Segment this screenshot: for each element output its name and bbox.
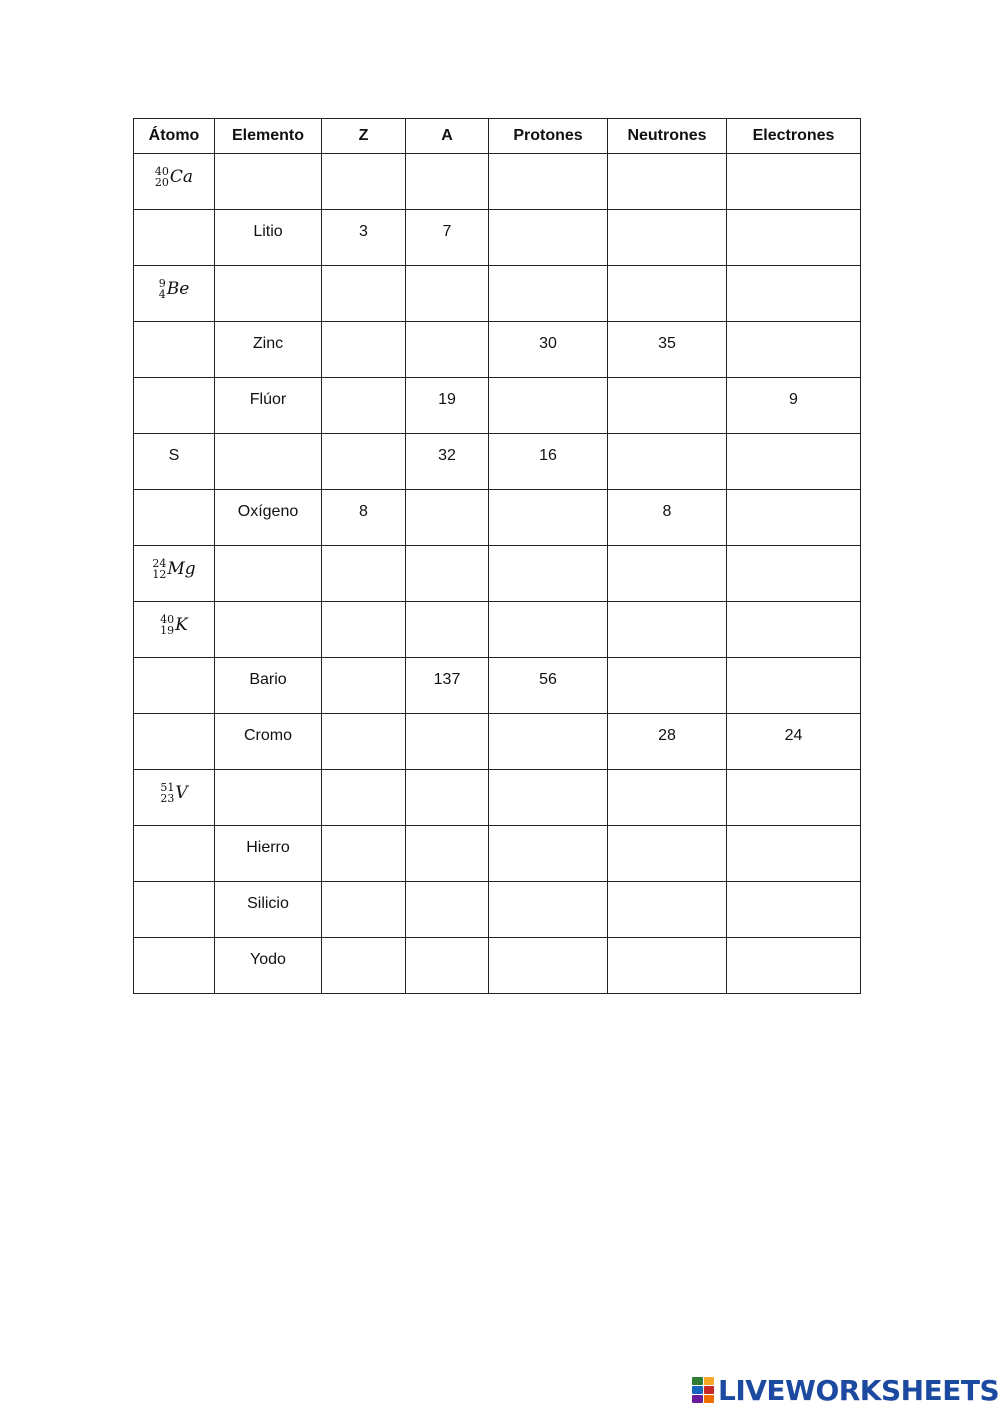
cell-atomo xyxy=(134,154,215,210)
cell-protones xyxy=(489,546,608,602)
cell-neutrones xyxy=(608,546,727,602)
logo-mark-square xyxy=(704,1395,715,1403)
element-symbol: V xyxy=(175,782,188,803)
cell-elemento-value: Silicio xyxy=(247,894,289,912)
cell-atomo xyxy=(134,434,215,490)
cell-protones xyxy=(489,210,608,266)
header-neutrones: Neutrones xyxy=(608,119,727,154)
cell-protones xyxy=(489,266,608,322)
cell-elemento xyxy=(215,602,322,658)
cell-atomo xyxy=(134,602,215,658)
cell-protones-value: 30 xyxy=(539,334,557,352)
cell-neutrones xyxy=(608,378,727,434)
table-row xyxy=(134,154,861,210)
cell-electrones xyxy=(727,266,861,322)
cell-elemento-value: Bario xyxy=(249,670,287,688)
cell-neutrones xyxy=(608,658,727,714)
mass-number: 40 xyxy=(160,612,175,626)
cell-protones xyxy=(489,434,608,490)
cell-z-value: 8 xyxy=(359,502,368,520)
cell-a xyxy=(406,378,489,434)
cell-a xyxy=(406,602,489,658)
cell-atomo xyxy=(134,322,215,378)
mass-number: 24 xyxy=(152,556,167,570)
cell-electrones xyxy=(727,938,861,994)
cell-electrones-value: 9 xyxy=(789,390,798,408)
cell-protones xyxy=(489,714,608,770)
cell-elemento xyxy=(215,434,322,490)
cell-z xyxy=(322,154,406,210)
table-row xyxy=(134,434,861,490)
isotope-notation xyxy=(160,614,188,636)
cell-a xyxy=(406,938,489,994)
cell-protones xyxy=(489,826,608,882)
cell-protones xyxy=(489,378,608,434)
cell-atomo xyxy=(134,938,215,994)
cell-atomo xyxy=(134,210,215,266)
cell-z xyxy=(322,378,406,434)
cell-protones xyxy=(489,490,608,546)
atomic-number: 23 xyxy=(160,791,175,805)
table-row xyxy=(134,714,861,770)
header-z: Z xyxy=(322,119,406,154)
table-row xyxy=(134,266,861,322)
cell-elemento-value: Oxígeno xyxy=(237,502,299,520)
header-row xyxy=(134,119,861,154)
cell-z xyxy=(322,266,406,322)
cell-z xyxy=(322,434,406,490)
cell-protones xyxy=(489,938,608,994)
cell-protones xyxy=(489,658,608,714)
cell-z xyxy=(322,826,406,882)
cell-a-value: 32 xyxy=(438,446,456,464)
cell-neutrones xyxy=(608,882,727,938)
cell-elemento xyxy=(215,546,322,602)
cell-z xyxy=(322,938,406,994)
isotope-notation xyxy=(160,782,187,804)
cell-atomo xyxy=(134,266,215,322)
logo-text: LIVEWORKSHEETS xyxy=(718,1373,1000,1407)
table-row xyxy=(134,210,861,266)
liveworksheets-mark-icon xyxy=(692,1377,714,1403)
cell-protones xyxy=(489,322,608,378)
cell-elemento xyxy=(215,714,322,770)
cell-z xyxy=(322,658,406,714)
cell-elemento xyxy=(215,322,322,378)
cell-elemento xyxy=(215,154,322,210)
header-atomo: Átomo xyxy=(134,119,215,154)
cell-elemento-value: Cromo xyxy=(243,726,292,744)
cell-atomo xyxy=(134,714,215,770)
isotope-worksheet-table xyxy=(133,118,861,994)
cell-neutrones-value: 8 xyxy=(662,502,672,520)
isotope-notation xyxy=(152,558,195,580)
cell-neutrones xyxy=(608,490,727,546)
cell-a xyxy=(406,266,489,322)
cell-neutrones-value: 35 xyxy=(658,334,676,352)
cell-electrones xyxy=(727,378,861,434)
cell-z xyxy=(322,210,406,266)
cell-neutrones xyxy=(608,434,727,490)
cell-electrones xyxy=(727,322,861,378)
cell-elemento-value: Yodo xyxy=(250,950,286,968)
cell-a xyxy=(406,546,489,602)
cell-electrones xyxy=(727,826,861,882)
element-symbol: Be xyxy=(166,278,190,299)
cell-elemento xyxy=(215,770,322,826)
cell-electrones xyxy=(727,434,861,490)
cell-elemento xyxy=(215,490,322,546)
cell-elemento-value: Litio xyxy=(253,222,283,240)
cell-elemento xyxy=(215,826,322,882)
cell-atomo xyxy=(134,770,215,826)
cell-a xyxy=(406,826,489,882)
table-row xyxy=(134,602,861,658)
cell-atomo xyxy=(134,882,215,938)
cell-electrones xyxy=(727,546,861,602)
cell-electrones xyxy=(727,210,861,266)
cell-protones-value: 56 xyxy=(539,670,557,688)
cell-a xyxy=(406,714,489,770)
cell-z xyxy=(322,882,406,938)
atomic-number: 20 xyxy=(154,175,169,189)
cell-elemento xyxy=(215,882,322,938)
cell-a xyxy=(406,210,489,266)
atomic-number: 19 xyxy=(160,623,175,637)
cell-a-value: 137 xyxy=(433,670,461,688)
cell-elemento-value: Hierro xyxy=(246,838,290,856)
table-body xyxy=(134,154,861,994)
cell-neutrones xyxy=(608,714,727,770)
element-symbol: Ca xyxy=(169,166,194,187)
cell-z xyxy=(322,490,406,546)
cell-neutrones xyxy=(608,826,727,882)
logo-mark-square xyxy=(692,1377,703,1385)
cell-a xyxy=(406,322,489,378)
cell-neutrones xyxy=(608,210,727,266)
atomic-number: 12 xyxy=(152,567,167,581)
table-row xyxy=(134,770,861,826)
cell-electrones xyxy=(727,882,861,938)
logo-mark-square xyxy=(704,1377,715,1385)
cell-a xyxy=(406,490,489,546)
cell-z xyxy=(322,770,406,826)
cell-neutrones xyxy=(608,322,727,378)
header-electrones: Electrones xyxy=(727,119,861,154)
cell-protones xyxy=(489,602,608,658)
cell-atomo xyxy=(134,658,215,714)
cell-electrones xyxy=(727,714,861,770)
cell-z-value: 3 xyxy=(359,222,368,240)
table-row xyxy=(134,378,861,434)
cell-atomo xyxy=(134,378,215,434)
logo-mark-square xyxy=(704,1386,715,1394)
cell-electrones xyxy=(727,490,861,546)
table-row xyxy=(134,826,861,882)
element-symbol: Mg xyxy=(167,558,196,579)
cell-a-value: 19 xyxy=(438,390,456,408)
cell-z xyxy=(322,322,406,378)
cell-neutrones xyxy=(608,154,727,210)
header-protones: Protones xyxy=(489,119,608,154)
cell-z xyxy=(322,714,406,770)
isotope-notation xyxy=(155,166,193,188)
cell-atomo xyxy=(134,826,215,882)
logo-mark-square xyxy=(692,1395,703,1403)
cell-a xyxy=(406,770,489,826)
cell-elemento xyxy=(215,938,322,994)
isotope-notation xyxy=(159,278,190,300)
cell-protones-value: 16 xyxy=(539,446,557,464)
cell-protones xyxy=(489,154,608,210)
cell-elemento-value: Flúor xyxy=(249,390,287,408)
cell-neutrones xyxy=(608,938,727,994)
header-a: A xyxy=(406,119,489,154)
cell-atomo xyxy=(134,490,215,546)
cell-elemento-value: Zinc xyxy=(252,334,284,352)
cell-electrones-value: 24 xyxy=(784,726,803,744)
mass-number: 9 xyxy=(158,276,166,290)
cell-elemento xyxy=(215,658,322,714)
cell-electrones xyxy=(727,658,861,714)
cell-neutrones xyxy=(608,770,727,826)
cell-a xyxy=(406,882,489,938)
cell-elemento xyxy=(215,210,322,266)
cell-elemento xyxy=(215,378,322,434)
table-row xyxy=(134,658,861,714)
cell-electrones xyxy=(727,154,861,210)
cell-elemento xyxy=(215,266,322,322)
cell-neutrones xyxy=(608,602,727,658)
cell-electrones xyxy=(727,602,861,658)
cell-a xyxy=(406,154,489,210)
liveworksheets-logo xyxy=(692,1374,999,1406)
element-symbol: S xyxy=(168,446,180,464)
header-elemento: Elemento xyxy=(215,119,322,154)
atomic-number: 4 xyxy=(158,287,166,301)
cell-atomo xyxy=(134,546,215,602)
table-row xyxy=(134,546,861,602)
cell-neutrones xyxy=(608,266,727,322)
cell-a-value: 7 xyxy=(442,222,452,240)
table-row xyxy=(134,882,861,938)
cell-electrones xyxy=(727,770,861,826)
cell-a xyxy=(406,434,489,490)
cell-protones xyxy=(489,770,608,826)
element-symbol: K xyxy=(175,614,188,635)
mass-number: 51 xyxy=(160,780,175,794)
mass-number: 40 xyxy=(154,164,169,178)
table-row xyxy=(134,322,861,378)
table-row xyxy=(134,490,861,546)
table-row xyxy=(134,938,861,994)
cell-neutrones-value: 28 xyxy=(658,726,676,744)
cell-protones xyxy=(489,882,608,938)
cell-a xyxy=(406,658,489,714)
cell-z xyxy=(322,602,406,658)
logo-mark-square xyxy=(692,1386,703,1394)
cell-z xyxy=(322,546,406,602)
